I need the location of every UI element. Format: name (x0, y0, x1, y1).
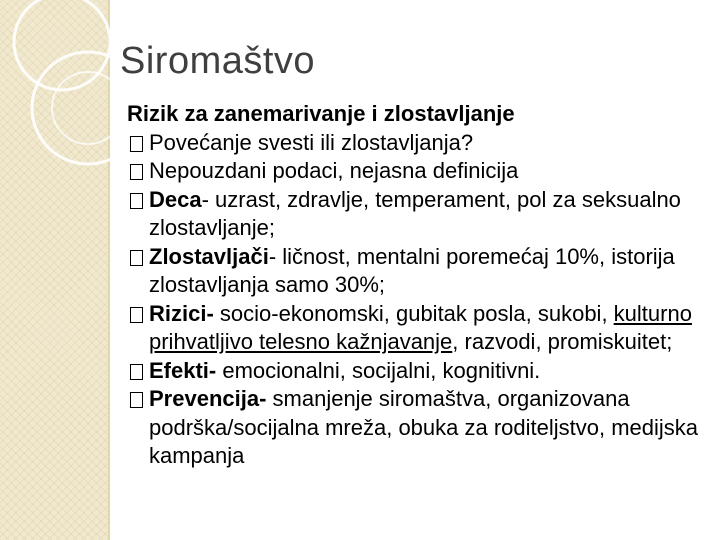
bullet-item (127, 129, 707, 158)
bullet-item (127, 243, 707, 300)
bullet-item (127, 300, 707, 357)
bullet-box-icon (130, 392, 143, 408)
bullet-text: - uzrast, zdravlje, temperament, pol za seksualno zlostavljanje; (149, 186, 681, 240)
bullet-underlined-text: kulturno prihvatljivo telesno kažnjavanje (149, 300, 692, 354)
bullet-lead: Deca (149, 186, 202, 212)
bullet-box-icon (130, 364, 143, 380)
bullet-text: - ličnost, mentalni poremećaj 10%, istorija zlostavljanja samo 30%; (149, 243, 675, 297)
bullet-item (127, 157, 707, 186)
bullet-box-icon (130, 193, 143, 209)
slide-body (127, 100, 707, 471)
bullet-item (127, 186, 707, 243)
bullet-lead: Prevencija- (149, 386, 267, 411)
bullet-lead: Zlostavljači (149, 243, 269, 269)
bullet-box-icon (130, 164, 143, 180)
slide-title: Siromaštvo (120, 40, 316, 82)
bullet-item (127, 385, 707, 471)
bullet-text: Povećanje svesti ili zlostavljanja? (149, 129, 474, 155)
bullet-text: smanjenje siromaštva, organizovana podrška/socijalna mreža, obuka za roditeljstvo, medijska kampanja (149, 386, 699, 468)
bullet-text: emocionalni, socijalni, kognitivni. (216, 357, 541, 383)
bullet-box-icon (130, 136, 143, 152)
bullet-text: Nepouzdani podaci, nejasna definicija (149, 158, 519, 183)
bullet-lead: Efekti- (149, 357, 217, 383)
bullet-item (127, 357, 707, 386)
bullet-text: socio-ekonomski, gubitak posla, sukobi, (213, 300, 614, 326)
bullet-box-icon (130, 307, 143, 323)
slide-heading: Rizik za zanemarivanje i zlostavljanje (127, 101, 515, 126)
bullet-lead: Rizici- (149, 300, 214, 326)
bullet-box-icon (130, 250, 143, 266)
bullet-text: , razvodi, promiskuitet; (452, 329, 673, 354)
